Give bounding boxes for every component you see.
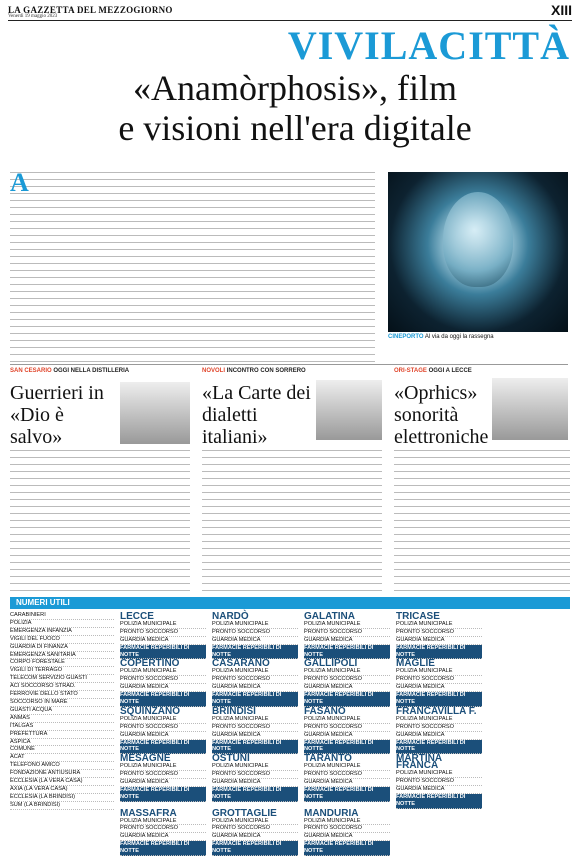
- emergency-numbers-list: [10, 612, 114, 810]
- city-row-label: PRONTO SOCCORSO: [120, 771, 179, 778]
- city-row-label: GUARDIA MEDICA: [304, 636, 353, 643]
- city-row: [212, 732, 298, 740]
- city-row-label: FARMACIE REPERIBILI DI NOTTE: [304, 739, 374, 753]
- city-name: FASANO: [304, 705, 346, 717]
- emergency-label: CORPO FORESTALE: [10, 659, 65, 666]
- city-row-label: PRONTO SOCCORSO: [120, 723, 179, 730]
- city-row-label: FARMACIE REPERIBILI DI NOTTE: [304, 841, 374, 855]
- city-row: [120, 763, 206, 771]
- city-row-label: FARMACIE REPERIBILI DI NOTTE: [212, 644, 282, 658]
- city-row: [120, 629, 206, 637]
- photo-caption: [388, 334, 568, 340]
- city-name: CASARANO: [212, 658, 270, 670]
- section-divider: [10, 364, 568, 365]
- city-row-label: FARMACIE REPERIBILI DI NOTTE: [212, 692, 282, 705]
- city-row: [212, 716, 298, 724]
- city-row-label: FARMACIE REPERIBILI DI NOTTE: [120, 644, 190, 658]
- city-block: [396, 707, 482, 754]
- city-row: [396, 692, 482, 707]
- city-block: [304, 659, 390, 706]
- city-row: [120, 668, 206, 676]
- story-1-body: [10, 450, 190, 592]
- city-name: MESAGNE: [120, 753, 171, 765]
- city-row: [212, 645, 298, 660]
- city-row-label: PRONTO SOCCORSO: [120, 825, 179, 832]
- city-row-label: FARMACIE REPERIBILI DI NOTTE: [212, 786, 282, 800]
- city-row-label: FARMACIE REPERIBILI DI NOTTE: [212, 841, 282, 855]
- city-block: [120, 809, 206, 856]
- city-name: GALLIPOLI: [304, 658, 358, 670]
- city-row: [304, 645, 390, 660]
- city-row: [304, 668, 390, 676]
- city-row: [304, 676, 390, 684]
- city-name: SQUINZANO: [120, 705, 180, 717]
- city-row: [304, 771, 390, 779]
- emergency-row: [10, 659, 114, 667]
- city-row: [304, 740, 390, 755]
- city-row-label: GUARDIA MEDICA: [120, 779, 169, 786]
- city-row-label: GUARDIA MEDICA: [120, 636, 169, 643]
- emergency-label: ASPICA: [10, 738, 31, 745]
- emergency-label: ACAT: [10, 754, 25, 761]
- story-1-subkicker: OGGI NELLA DISTILLERIA: [53, 368, 130, 374]
- city-row: [396, 740, 482, 755]
- city-block: [396, 612, 482, 659]
- emergency-row: [10, 652, 114, 660]
- city-row: [212, 833, 298, 841]
- city-block: [120, 659, 206, 706]
- city-row-label: GUARDIA MEDICA: [120, 684, 169, 691]
- city-row: [396, 621, 482, 629]
- emergency-label: AXIA (LA VERA CASA): [10, 785, 68, 792]
- city-row-label: POLIZIA MUNICIPALE: [304, 620, 361, 627]
- city-row-label: POLIZIA MUNICIPALE: [396, 620, 453, 627]
- emergency-label: SUM (LA BRINDISI): [10, 801, 61, 808]
- city-row-label: PRONTO SOCCORSO: [212, 771, 271, 778]
- emergency-row: [10, 620, 114, 628]
- city-row-label: POLIZIA MUNICIPALE: [304, 668, 361, 675]
- masthead: [8, 4, 572, 21]
- city-row-label: GUARDIA MEDICA: [212, 779, 261, 786]
- city-row-label: PRONTO SOCCORSO: [396, 723, 455, 730]
- city-row: [304, 716, 390, 724]
- city-name: FRANCAVILLA F.: [396, 705, 477, 717]
- city-row: [396, 794, 482, 809]
- city-name: NARDÒ: [212, 611, 249, 622]
- emergency-row: [10, 683, 114, 691]
- city-row: [304, 621, 390, 629]
- city-row-label: PRONTO SOCCORSO: [304, 825, 363, 832]
- city-block: [396, 659, 482, 706]
- city-row-label: GUARDIA MEDICA: [396, 636, 445, 643]
- city-row-label: POLIZIA MUNICIPALE: [396, 770, 453, 777]
- city-row: [304, 763, 390, 771]
- city-row: [396, 676, 482, 684]
- city-row: [120, 692, 206, 707]
- city-row: [120, 740, 206, 755]
- city-row-label: GUARDIA MEDICA: [396, 684, 445, 691]
- emergency-row: [10, 754, 114, 762]
- city-row-label: GUARDIA MEDICA: [120, 833, 169, 840]
- city-name: MANDURIA: [304, 807, 359, 819]
- page-number: XIII: [550, 2, 572, 18]
- city-row-label: FARMACIE REPERIBILI DI NOTTE: [396, 692, 466, 705]
- emergency-row: [10, 699, 114, 707]
- city-block: [304, 612, 390, 659]
- city-row-label: PRONTO SOCCORSO: [396, 778, 455, 785]
- emergency-row: [10, 667, 114, 675]
- city-row: [396, 637, 482, 645]
- emergency-label: POLIZIA: [10, 619, 32, 626]
- city-row: [304, 841, 390, 856]
- city-row-label: GUARDIA MEDICA: [396, 785, 445, 792]
- city-name: GALATINA: [304, 611, 355, 622]
- city-row: [212, 724, 298, 732]
- city-row: [120, 818, 206, 826]
- city-row-label: PRONTO SOCCORSO: [304, 676, 363, 683]
- emergency-label: GUASTI ACQUA: [10, 706, 52, 713]
- city-row-label: POLIZIA MUNICIPALE: [304, 763, 361, 770]
- drop-cap: A: [10, 168, 29, 197]
- emergency-row: [10, 762, 114, 770]
- emergency-row: [10, 778, 114, 786]
- city-numbers-grid: [120, 611, 570, 855]
- city-name: MAGLIE: [396, 658, 435, 670]
- city-row: [120, 825, 206, 833]
- city-block: [212, 659, 298, 706]
- city-row-label: GUARDIA MEDICA: [212, 636, 261, 643]
- emergency-label: FERROVIE DELLO STATO: [10, 691, 78, 698]
- story-1-title: Guerrieri in «Dio è salvo»: [10, 382, 104, 448]
- emergency-label: EMERGENZA INFANZIA: [10, 627, 72, 634]
- emergency-label: TELECOM SERVIZIO GUASTI: [10, 675, 87, 682]
- emergency-label: ACI SOCCORSO STRAD.: [10, 683, 76, 690]
- emergency-label: SOCCORSO IN MARE: [10, 698, 68, 705]
- city-row-label: GUARDIA MEDICA: [304, 833, 353, 840]
- city-block: [304, 754, 390, 808]
- city-row-label: POLIZIA MUNICIPALE: [120, 620, 177, 627]
- city-row: [304, 724, 390, 732]
- city-name: GROTTAGLIE: [212, 807, 277, 819]
- emergency-label: ITALGAS: [10, 722, 34, 729]
- city-row-label: FARMACIE REPERIBILI DI NOTTE: [120, 692, 190, 705]
- city-row: [304, 637, 390, 645]
- city-row-label: POLIZIA MUNICIPALE: [304, 817, 361, 824]
- emergency-label: ECCLESIA (LA BRINDISI): [10, 793, 75, 800]
- emergency-label: TELEFONO AMICO: [10, 762, 60, 769]
- city-row-label: POLIZIA MUNICIPALE: [304, 715, 361, 722]
- city-row-label: PRONTO SOCCORSO: [304, 771, 363, 778]
- city-row: [212, 763, 298, 771]
- emergency-row: [10, 636, 114, 644]
- city-row: [396, 668, 482, 676]
- story-3-title: «Oprhics» sonorità elettroniche: [394, 382, 489, 448]
- emergency-row: [10, 770, 114, 778]
- city-name: TARANTO: [304, 753, 352, 765]
- city-name: MASSAFRA: [120, 807, 177, 819]
- city-row: [120, 833, 206, 841]
- city-row: [212, 668, 298, 676]
- emergency-row: [10, 612, 114, 620]
- emergency-row: [10, 628, 114, 636]
- city-row: [120, 684, 206, 692]
- newspaper-name: LA GAZZETTA DEL MEZZOGIORNO: [8, 5, 173, 15]
- city-name: BRINDISI: [212, 705, 256, 717]
- emergency-row: [10, 644, 114, 652]
- city-row: [120, 645, 206, 660]
- city-row: [212, 771, 298, 779]
- city-row-label: POLIZIA MUNICIPALE: [120, 763, 177, 770]
- emergency-row: [10, 691, 114, 699]
- city-row: [304, 732, 390, 740]
- city-row: [212, 629, 298, 637]
- city-row-label: POLIZIA MUNICIPALE: [212, 715, 269, 722]
- lead-article-body: [10, 168, 375, 362]
- caption-tag: CINEPORTO: [388, 334, 424, 340]
- emergency-row: [10, 794, 114, 802]
- city-row-label: POLIZIA MUNICIPALE: [396, 715, 453, 722]
- numbers-header: NUMERI UTILI: [10, 597, 570, 609]
- emergency-label: EMERGENZA SANITARIA: [10, 651, 76, 658]
- emergency-row: [10, 723, 114, 731]
- section-title: VIVILACITTÀ: [287, 23, 570, 68]
- emergency-label: FONDAZIONE ANTIUSURA: [10, 770, 81, 777]
- emergency-row: [10, 786, 114, 794]
- city-row-label: FARMACIE REPERIBILI DI NOTTE: [396, 644, 466, 658]
- city-row: [120, 787, 206, 802]
- city-block: [304, 809, 390, 856]
- city-row-label: GUARDIA MEDICA: [212, 684, 261, 691]
- city-row-label: GUARDIA MEDICA: [304, 684, 353, 691]
- city-row-label: FARMACIE REPERIBILI DI NOTTE: [396, 793, 466, 807]
- main-headline: [40, 68, 550, 148]
- city-row-label: FARMACIE REPERIBILI DI NOTTE: [304, 786, 374, 800]
- story-2-photo: [316, 380, 382, 440]
- city-block: [396, 754, 482, 808]
- city-row-label: POLIZIA MUNICIPALE: [120, 668, 177, 675]
- city-row-label: FARMACIE REPERIBILI DI NOTTE: [120, 739, 190, 753]
- headline-line-2: e visioni nell'era digitale: [118, 108, 472, 148]
- story-3-subkicker: OGGI A LECCE: [428, 368, 472, 374]
- city-row: [212, 684, 298, 692]
- city-row: [120, 841, 206, 856]
- city-name: LECCE: [120, 611, 154, 622]
- story-1-place: SAN CESARIO: [10, 368, 52, 374]
- city-row: [120, 716, 206, 724]
- city-row-label: PRONTO SOCCORSO: [212, 723, 271, 730]
- city-row: [212, 825, 298, 833]
- city-block: [120, 612, 206, 659]
- city-row: [120, 771, 206, 779]
- headline-line-1: «Anamòrphosis», film: [133, 68, 457, 108]
- city-row-label: PRONTO SOCCORSO: [212, 825, 271, 832]
- city-block: [304, 707, 390, 754]
- emergency-label: VIGILI DI TERRAGO: [10, 667, 63, 674]
- city-row: [120, 637, 206, 645]
- city-name: MARTINA FRANCA: [396, 753, 442, 772]
- city-row: [120, 724, 206, 732]
- story-3-place: ORI-STAGE: [394, 368, 427, 374]
- story-2-kicker: [202, 368, 382, 374]
- city-row-label: PRONTO SOCCORSO: [304, 628, 363, 635]
- city-row-label: FARMACIE REPERIBILI DI NOTTE: [212, 739, 282, 753]
- emergency-label: VIGILI DEL FUOCO: [10, 635, 60, 642]
- emergency-row: [10, 707, 114, 715]
- story-2-place: NOVOLI: [202, 368, 226, 374]
- city-row-label: PRONTO SOCCORSO: [396, 676, 455, 683]
- emergency-row: [10, 746, 114, 754]
- story-3-photo: [492, 378, 568, 440]
- city-row: [396, 629, 482, 637]
- city-row-label: POLIZIA MUNICIPALE: [212, 668, 269, 675]
- emergency-row: [10, 675, 114, 683]
- city-row-label: POLIZIA MUNICIPALE: [120, 715, 177, 722]
- emergency-label: ANMAS: [10, 714, 30, 721]
- caption-text: Al via da oggi la rassegna: [424, 334, 494, 340]
- city-row: [396, 732, 482, 740]
- city-row: [120, 732, 206, 740]
- city-row-label: GUARDIA MEDICA: [304, 779, 353, 786]
- city-row: [304, 779, 390, 787]
- emergency-label: GUARDIA DI FINANZA: [10, 643, 68, 650]
- city-row-label: FARMACIE REPERIBILI DI NOTTE: [120, 786, 190, 800]
- city-row: [304, 684, 390, 692]
- city-row: [304, 692, 390, 707]
- story-2-title: «La Carte dei dialetti italiani»: [202, 382, 311, 448]
- emergency-label: ECCLESIA (LA VERA CASA): [10, 778, 83, 785]
- photo-figure: [443, 192, 513, 287]
- city-row: [212, 841, 298, 856]
- city-name: COPERTINO: [120, 658, 180, 670]
- city-row: [212, 676, 298, 684]
- city-row: [304, 787, 390, 802]
- city-block: [212, 707, 298, 754]
- city-row-label: PRONTO SOCCORSO: [120, 628, 179, 635]
- city-row: [212, 637, 298, 645]
- story-3-body: [394, 450, 570, 592]
- emergency-row: [10, 739, 114, 747]
- emergency-row: [10, 802, 114, 810]
- city-row: [304, 818, 390, 826]
- story-2-body: [202, 450, 382, 592]
- city-row: [120, 621, 206, 629]
- city-block: [120, 707, 206, 754]
- city-row-label: POLIZIA MUNICIPALE: [120, 817, 177, 824]
- city-row: [396, 684, 482, 692]
- city-row: [304, 833, 390, 841]
- city-row: [212, 779, 298, 787]
- city-row-label: POLIZIA MUNICIPALE: [396, 668, 453, 675]
- city-block: [212, 754, 298, 808]
- city-row: [212, 692, 298, 707]
- emergency-row: [10, 731, 114, 739]
- city-row-label: GUARDIA MEDICA: [212, 731, 261, 738]
- emergency-label: CARABINIERI: [10, 612, 46, 618]
- story-1-photo: [120, 382, 190, 444]
- emergency-label: COMUNE: [10, 746, 35, 753]
- city-name: TRICASE: [396, 611, 440, 622]
- city-row: [396, 645, 482, 660]
- city-row-label: FARMACIE REPERIBILI DI NOTTE: [396, 739, 466, 753]
- city-row-label: GUARDIA MEDICA: [396, 731, 445, 738]
- city-row-label: POLIZIA MUNICIPALE: [212, 620, 269, 627]
- emergency-label: PREFETTURA: [10, 730, 48, 737]
- city-row-label: PRONTO SOCCORSO: [396, 628, 455, 635]
- city-row-label: PRONTO SOCCORSO: [120, 676, 179, 683]
- city-row-label: FARMACIE REPERIBILI DI NOTTE: [120, 841, 190, 855]
- story-3-kicker: [394, 368, 570, 374]
- city-row-label: GUARDIA MEDICA: [120, 731, 169, 738]
- city-row: [396, 770, 482, 778]
- city-name: OSTUNI: [212, 753, 250, 765]
- story-1-kicker: [10, 368, 190, 374]
- city-row-label: GUARDIA MEDICA: [212, 833, 261, 840]
- city-row-label: PRONTO SOCCORSO: [304, 723, 363, 730]
- city-row: [212, 740, 298, 755]
- city-row: [212, 787, 298, 802]
- city-row: [120, 676, 206, 684]
- city-row-label: POLIZIA MUNICIPALE: [212, 817, 269, 824]
- city-row: [396, 716, 482, 724]
- city-row-label: PRONTO SOCCORSO: [212, 676, 271, 683]
- lead-photo: [388, 172, 568, 332]
- city-block: [120, 754, 206, 808]
- story-2-subkicker: INCONTRO CON SORRERO: [226, 368, 306, 374]
- city-row: [304, 825, 390, 833]
- city-row: [212, 818, 298, 826]
- issue-date: Venerdì 19 maggio 2023: [8, 14, 58, 19]
- city-row: [396, 778, 482, 786]
- city-row-label: FARMACIE REPERIBILI DI NOTTE: [304, 644, 374, 658]
- city-row: [396, 724, 482, 732]
- city-row: [212, 621, 298, 629]
- city-block: [212, 612, 298, 659]
- city-block: [212, 809, 298, 856]
- city-row-label: POLIZIA MUNICIPALE: [212, 763, 269, 770]
- city-row-label: GUARDIA MEDICA: [304, 731, 353, 738]
- city-row-label: FARMACIE REPERIBILI DI NOTTE: [304, 692, 374, 705]
- emergency-row: [10, 715, 114, 723]
- city-row-label: PRONTO SOCCORSO: [212, 628, 271, 635]
- city-row: [396, 786, 482, 794]
- city-row: [304, 629, 390, 637]
- city-row: [120, 779, 206, 787]
